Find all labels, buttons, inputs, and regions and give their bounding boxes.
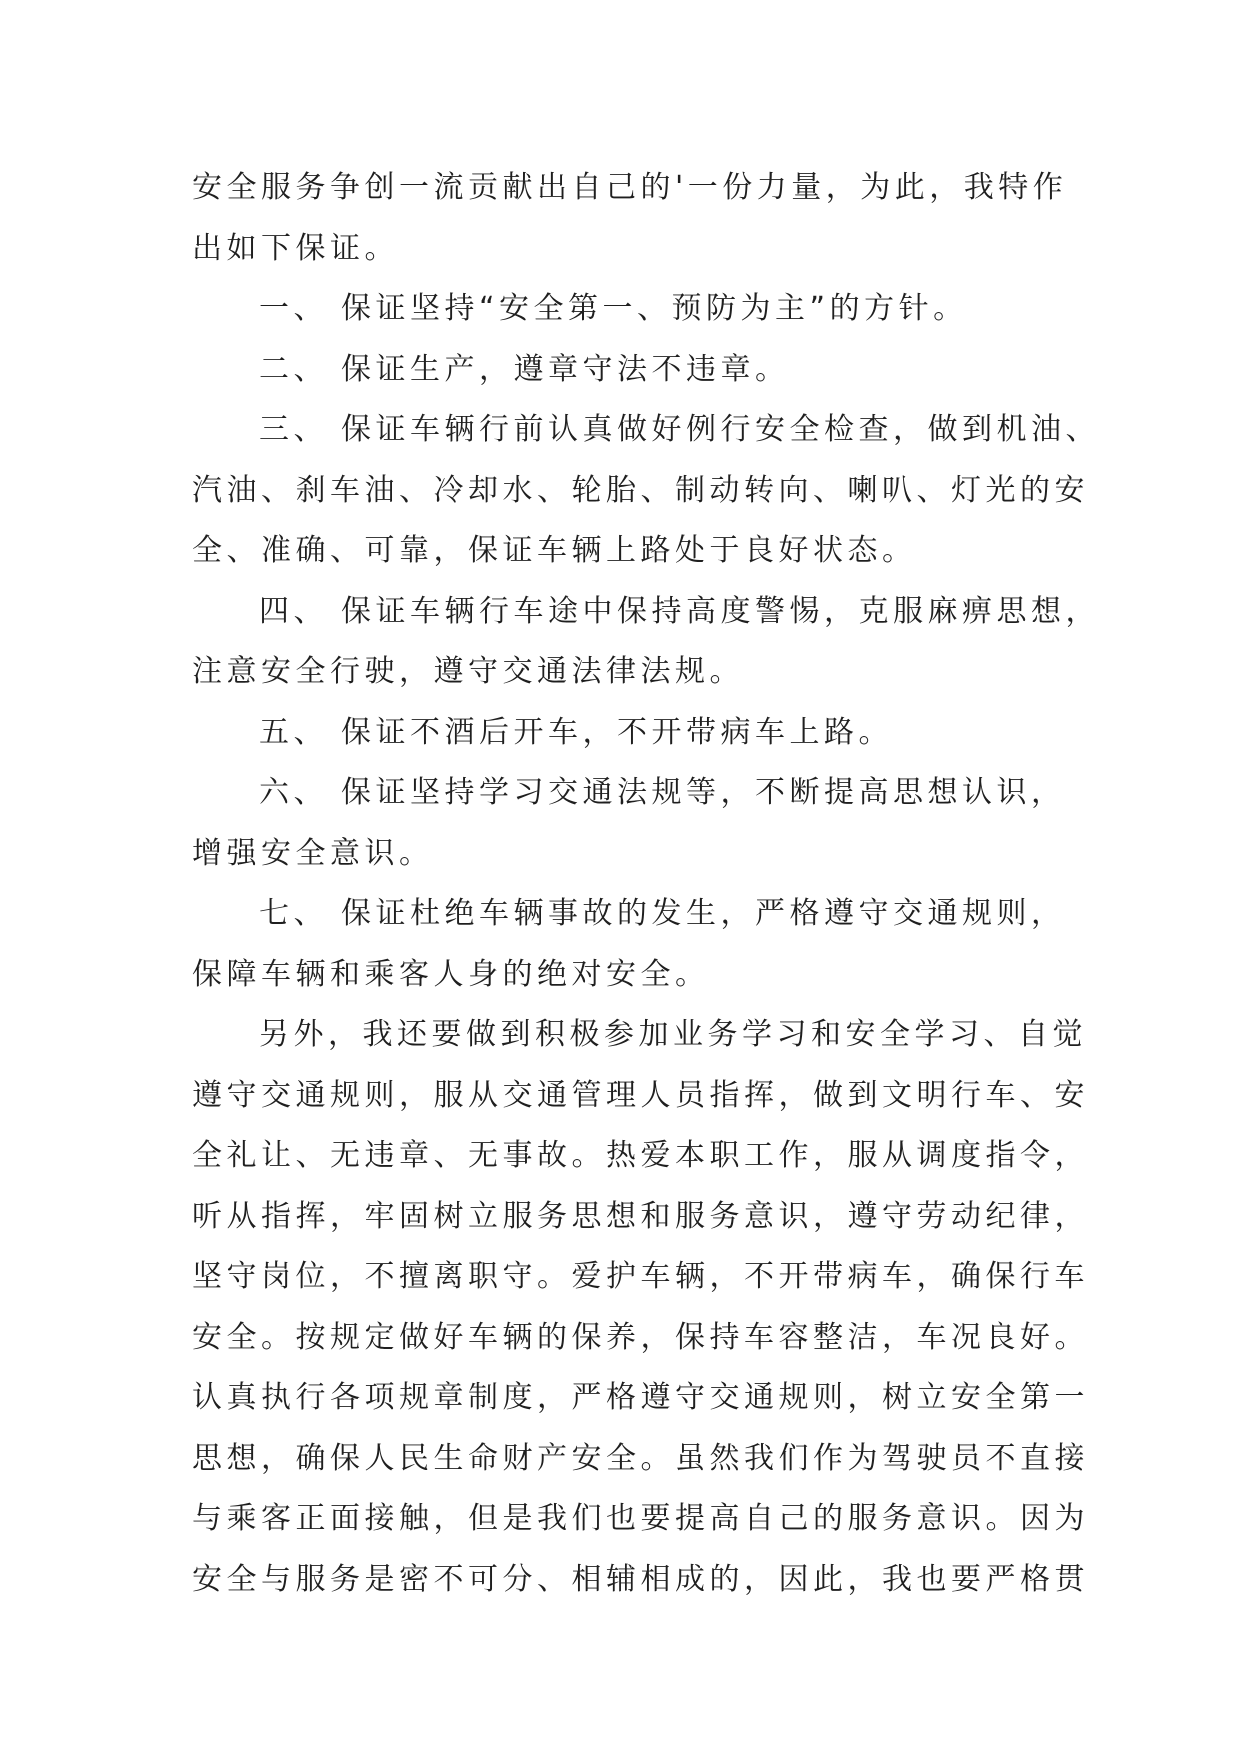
text-line	[192, 1429, 1089, 1490]
line-text: 汽油、刹车油、冷却水、轮胎、制动转向、喇叭、灯光的安	[192, 472, 1089, 508]
line-text: 安全。按规定做好车辆的保养，保持车容整洁，车况良好。	[192, 1319, 1089, 1355]
text-line	[192, 1126, 1089, 1187]
line-text: 保障车辆和乘客人身的绝对安全。	[192, 956, 710, 992]
text-line	[192, 1247, 1089, 1308]
clause-number: 六、	[259, 775, 328, 810]
text-line	[192, 1489, 1089, 1550]
text-line	[192, 824, 1072, 885]
clause-number: 一、	[259, 291, 328, 326]
text-line	[192, 703, 1072, 764]
line-text: 全、准确、可靠，保证车辆上路处于良好状态。	[192, 533, 917, 568]
line-text: 思想，确保人民生命财产安全。虽然我们作为驾驶员不直接	[192, 1440, 1089, 1476]
line-text: 听从指挥，牢固树立服务思想和服务意识，遵守劳动纪律，	[192, 1198, 1089, 1234]
text-line	[192, 279, 1072, 340]
line-text: 与乘客正面接触，但是我们也要提高自己的服务意识。因为	[192, 1501, 1089, 1536]
line-text: 保证生产，遵章守法不违章。	[341, 351, 790, 387]
text-line	[192, 1005, 1087, 1066]
text-line	[192, 1187, 1089, 1248]
line-text: 坚守岗位，不擅离职守。爱护车辆，不开带病车，确保行车	[192, 1259, 1089, 1294]
line-text: 保证车辆行车途中保持高度警惕，克服麻痹思想，	[341, 593, 1100, 629]
text-line	[192, 219, 1072, 280]
line-text: 全礼让、无违章、无事故。热爱本职工作，服从调度指令，	[192, 1138, 1089, 1173]
text-line	[192, 1368, 1089, 1429]
line-text: 安全与服务是密不可分、相辅相成的，因此，我也要严格贯	[192, 1561, 1089, 1597]
text-line	[192, 521, 1072, 582]
clause-number: 五、	[259, 714, 328, 750]
line-text: 保证杜绝车辆事故的发生，严格遵守交通规则，	[341, 896, 1066, 931]
line-text: 另外，我还要做到积极参加业务学习和安全学习、自觉	[259, 1017, 1087, 1052]
text-line	[192, 763, 1072, 824]
text-line	[192, 642, 1072, 703]
text-line	[192, 582, 1100, 643]
line-text: 保证坚持“安全第一、预防为主”的方针。	[341, 291, 968, 326]
line-text: 认真执行各项规章制度，严格遵守交通规则，树立安全第一	[192, 1380, 1089, 1415]
text-line	[192, 1550, 1089, 1611]
text-line	[192, 1066, 1089, 1127]
line-text: 出如下保证。	[192, 230, 399, 266]
line-text: 遵守交通规则，服从交通管理人员指挥，做到文明行车、安	[192, 1077, 1089, 1113]
text-line	[192, 884, 1072, 945]
text-line	[192, 158, 1072, 219]
document-body	[192, 158, 1100, 1610]
clause-number: 四、	[259, 593, 328, 629]
line-text: 安全服务争创一流贡献出自己的'一份力量，为此，我特作	[192, 170, 1068, 205]
line-text: 保证不酒后开车，不开带病车上路。	[341, 714, 893, 750]
clause-number: 三、	[259, 412, 328, 447]
line-text: 增强安全意识。	[192, 835, 434, 871]
text-line	[192, 1308, 1089, 1369]
line-text: 保证车辆行前认真做好例行安全检查，做到机油、	[341, 412, 1100, 447]
text-line	[192, 340, 1072, 401]
text-line	[192, 945, 1072, 1006]
text-line	[192, 461, 1089, 522]
clause-number: 二、	[259, 351, 328, 387]
line-text: 保证坚持学习交通法规等，不断提高思想认识，	[341, 775, 1066, 810]
line-text: 注意安全行驶，遵守交通法律法规。	[192, 654, 744, 689]
text-line	[192, 400, 1100, 461]
clause-number: 七、	[259, 896, 328, 931]
